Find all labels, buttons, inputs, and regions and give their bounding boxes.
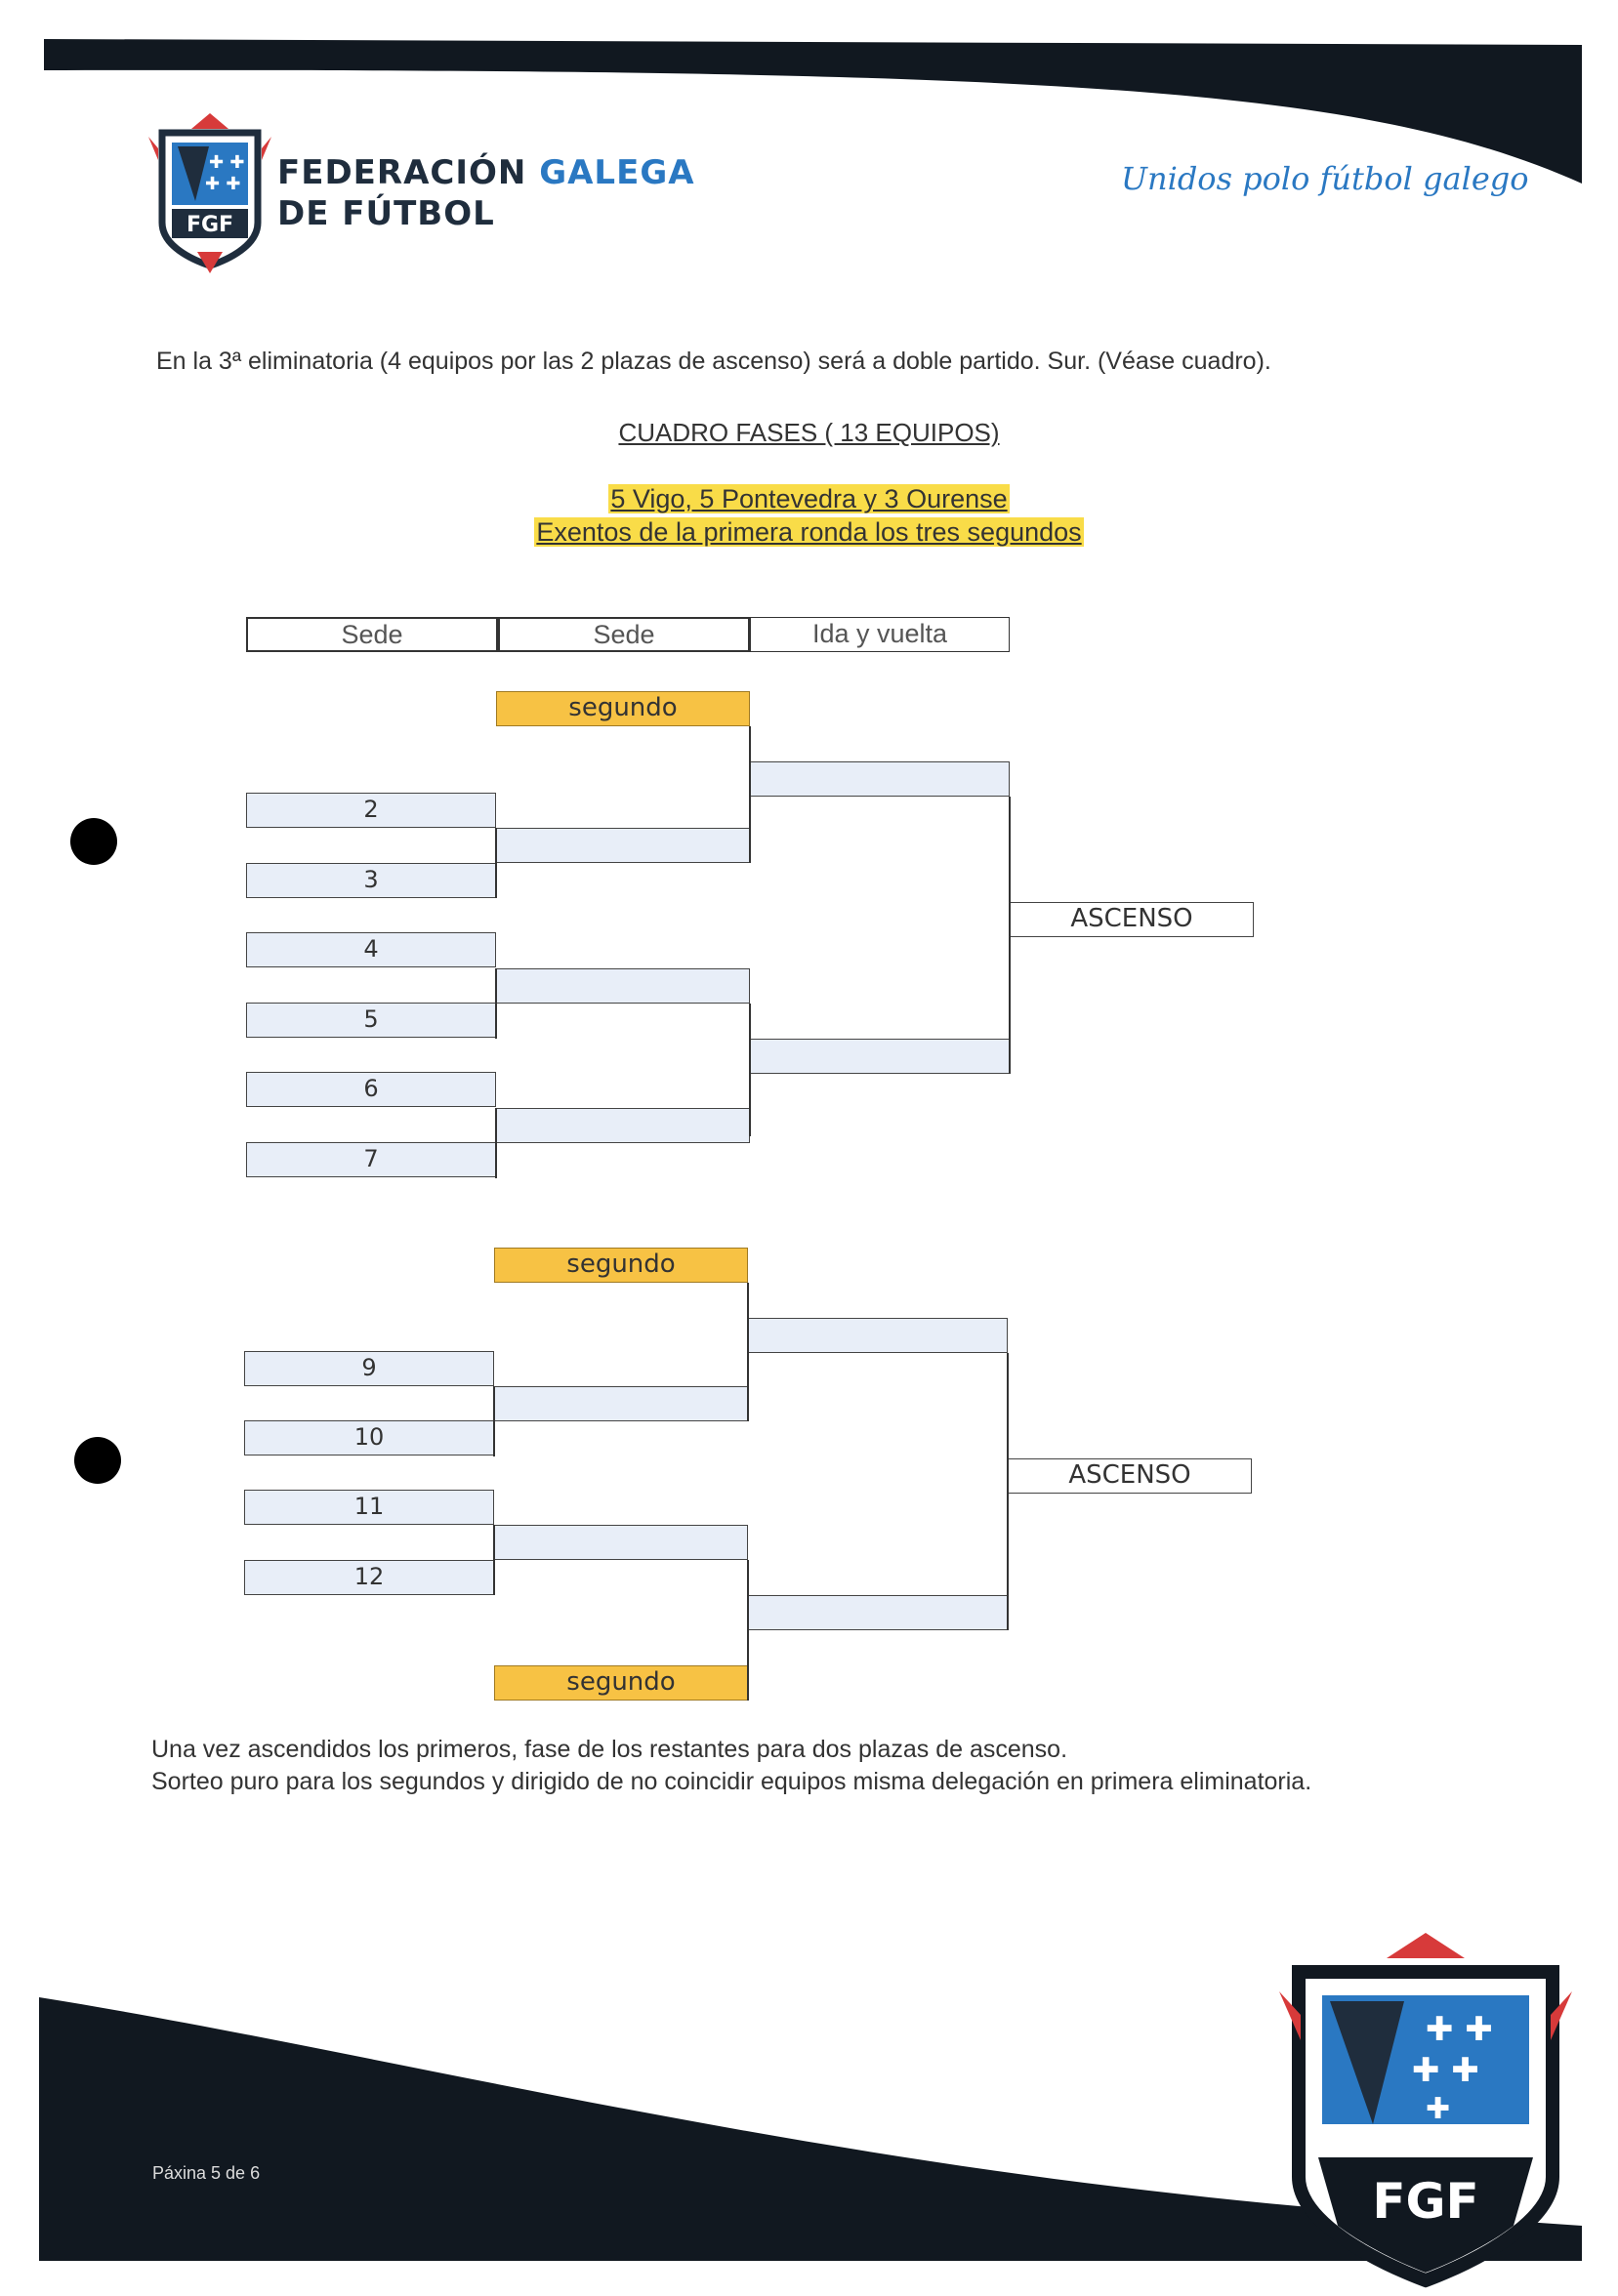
slogan: Unidos polo fútbol galego xyxy=(1121,160,1529,197)
punch-hole xyxy=(70,818,117,865)
bracket-connector xyxy=(749,1004,751,1136)
bracket-connector xyxy=(493,1386,495,1456)
team-box: 10 xyxy=(244,1420,494,1456)
column-header-sede-2: Sede xyxy=(498,617,750,652)
bracket-connector xyxy=(495,828,497,898)
team-box: 6 xyxy=(246,1072,496,1107)
punch-hole xyxy=(74,1437,121,1484)
team-box: 12 xyxy=(244,1560,494,1595)
round2-winner-box xyxy=(748,1595,1008,1630)
bracket-connector xyxy=(493,1525,495,1595)
org-name-line2: DE FÚTBOL xyxy=(277,194,495,233)
intro-text: En la 3ª eliminatoria (4 equipos por las 2 plazas de ascenso) será a doble partido. Sur. (Véase cuadro). xyxy=(156,348,1271,375)
team-box: 11 xyxy=(244,1490,494,1525)
bracket-connector xyxy=(1007,1353,1009,1630)
svg-text:✚ ✚: ✚ ✚ xyxy=(1412,2051,1479,2090)
seed-box-segundo: segundo xyxy=(494,1665,748,1701)
round2-winner-box xyxy=(750,761,1010,797)
round1-winner-box xyxy=(496,828,750,863)
team-box: 4 xyxy=(246,932,496,967)
svg-text:✚ ✚: ✚ ✚ xyxy=(209,152,245,173)
column-header-sede-1: Sede xyxy=(246,617,498,652)
bracket-connector xyxy=(747,1560,749,1701)
team-box: 7 xyxy=(246,1142,496,1177)
page-number: Páxina 5 de 6 xyxy=(152,2163,261,2183)
ascenso-box: ASCENSO xyxy=(1010,902,1254,937)
fgf-logo-icon xyxy=(148,107,271,273)
team-box: 5 xyxy=(246,1003,496,1038)
footer-note-2: Sorteo puro para los segundos y dirigido de no coincidir equipos misma delegación en primera eliminatoria. xyxy=(151,1768,1312,1795)
seed-box-segundo: segundo xyxy=(496,691,750,726)
footer-note-1: Una vez ascendidos los primeros, fase de los restantes para dos plazas de ascenso. xyxy=(151,1736,1068,1763)
svg-text:FGF: FGF xyxy=(186,213,234,237)
column-header-ida-vuelta: Ida y vuelta xyxy=(750,617,1010,652)
team-box: 3 xyxy=(246,863,496,898)
round2-winner-box xyxy=(748,1318,1008,1353)
svg-text:✚ ✚: ✚ ✚ xyxy=(205,174,241,194)
ascenso-box: ASCENSO xyxy=(1008,1458,1252,1494)
highlight-text1: 5 Vigo, 5 Pontevedra y 3 Ourense xyxy=(610,484,1008,513)
org-name-part2: GALEGA xyxy=(539,153,695,192)
team-box: 9 xyxy=(244,1351,494,1386)
team-box: 2 xyxy=(246,793,496,828)
seed-box-segundo: segundo xyxy=(494,1248,748,1283)
svg-text:FGF: FGF xyxy=(1372,2173,1479,2230)
round1-winner-box xyxy=(494,1386,748,1421)
org-name-part1: FEDERACIÓN xyxy=(277,153,527,192)
highlight-text2: Exentos de la primera ronda los tres segundos xyxy=(536,517,1082,547)
bracket-connector xyxy=(1009,797,1011,1074)
bracket-connector xyxy=(495,1108,497,1178)
bracket-connector xyxy=(749,726,751,863)
round1-winner-box xyxy=(494,1525,748,1560)
bracket-connector xyxy=(747,1283,749,1421)
highlight-line1 xyxy=(0,484,1618,514)
round1-winner-box xyxy=(496,1108,750,1143)
highlight-line2 xyxy=(0,517,1618,548)
bracket-title: CUADRO FASES ( 13 EQUIPOS) xyxy=(618,418,1000,447)
footer-band xyxy=(0,1913,1618,2296)
svg-text:✚ ✚: ✚ ✚ xyxy=(1426,2010,1493,2049)
round2-winner-box xyxy=(750,1039,1010,1074)
round1-winner-box xyxy=(496,968,750,1004)
bracket-connector xyxy=(495,968,497,1039)
org-name xyxy=(277,152,695,234)
svg-text:✚: ✚ xyxy=(1426,2092,1451,2126)
